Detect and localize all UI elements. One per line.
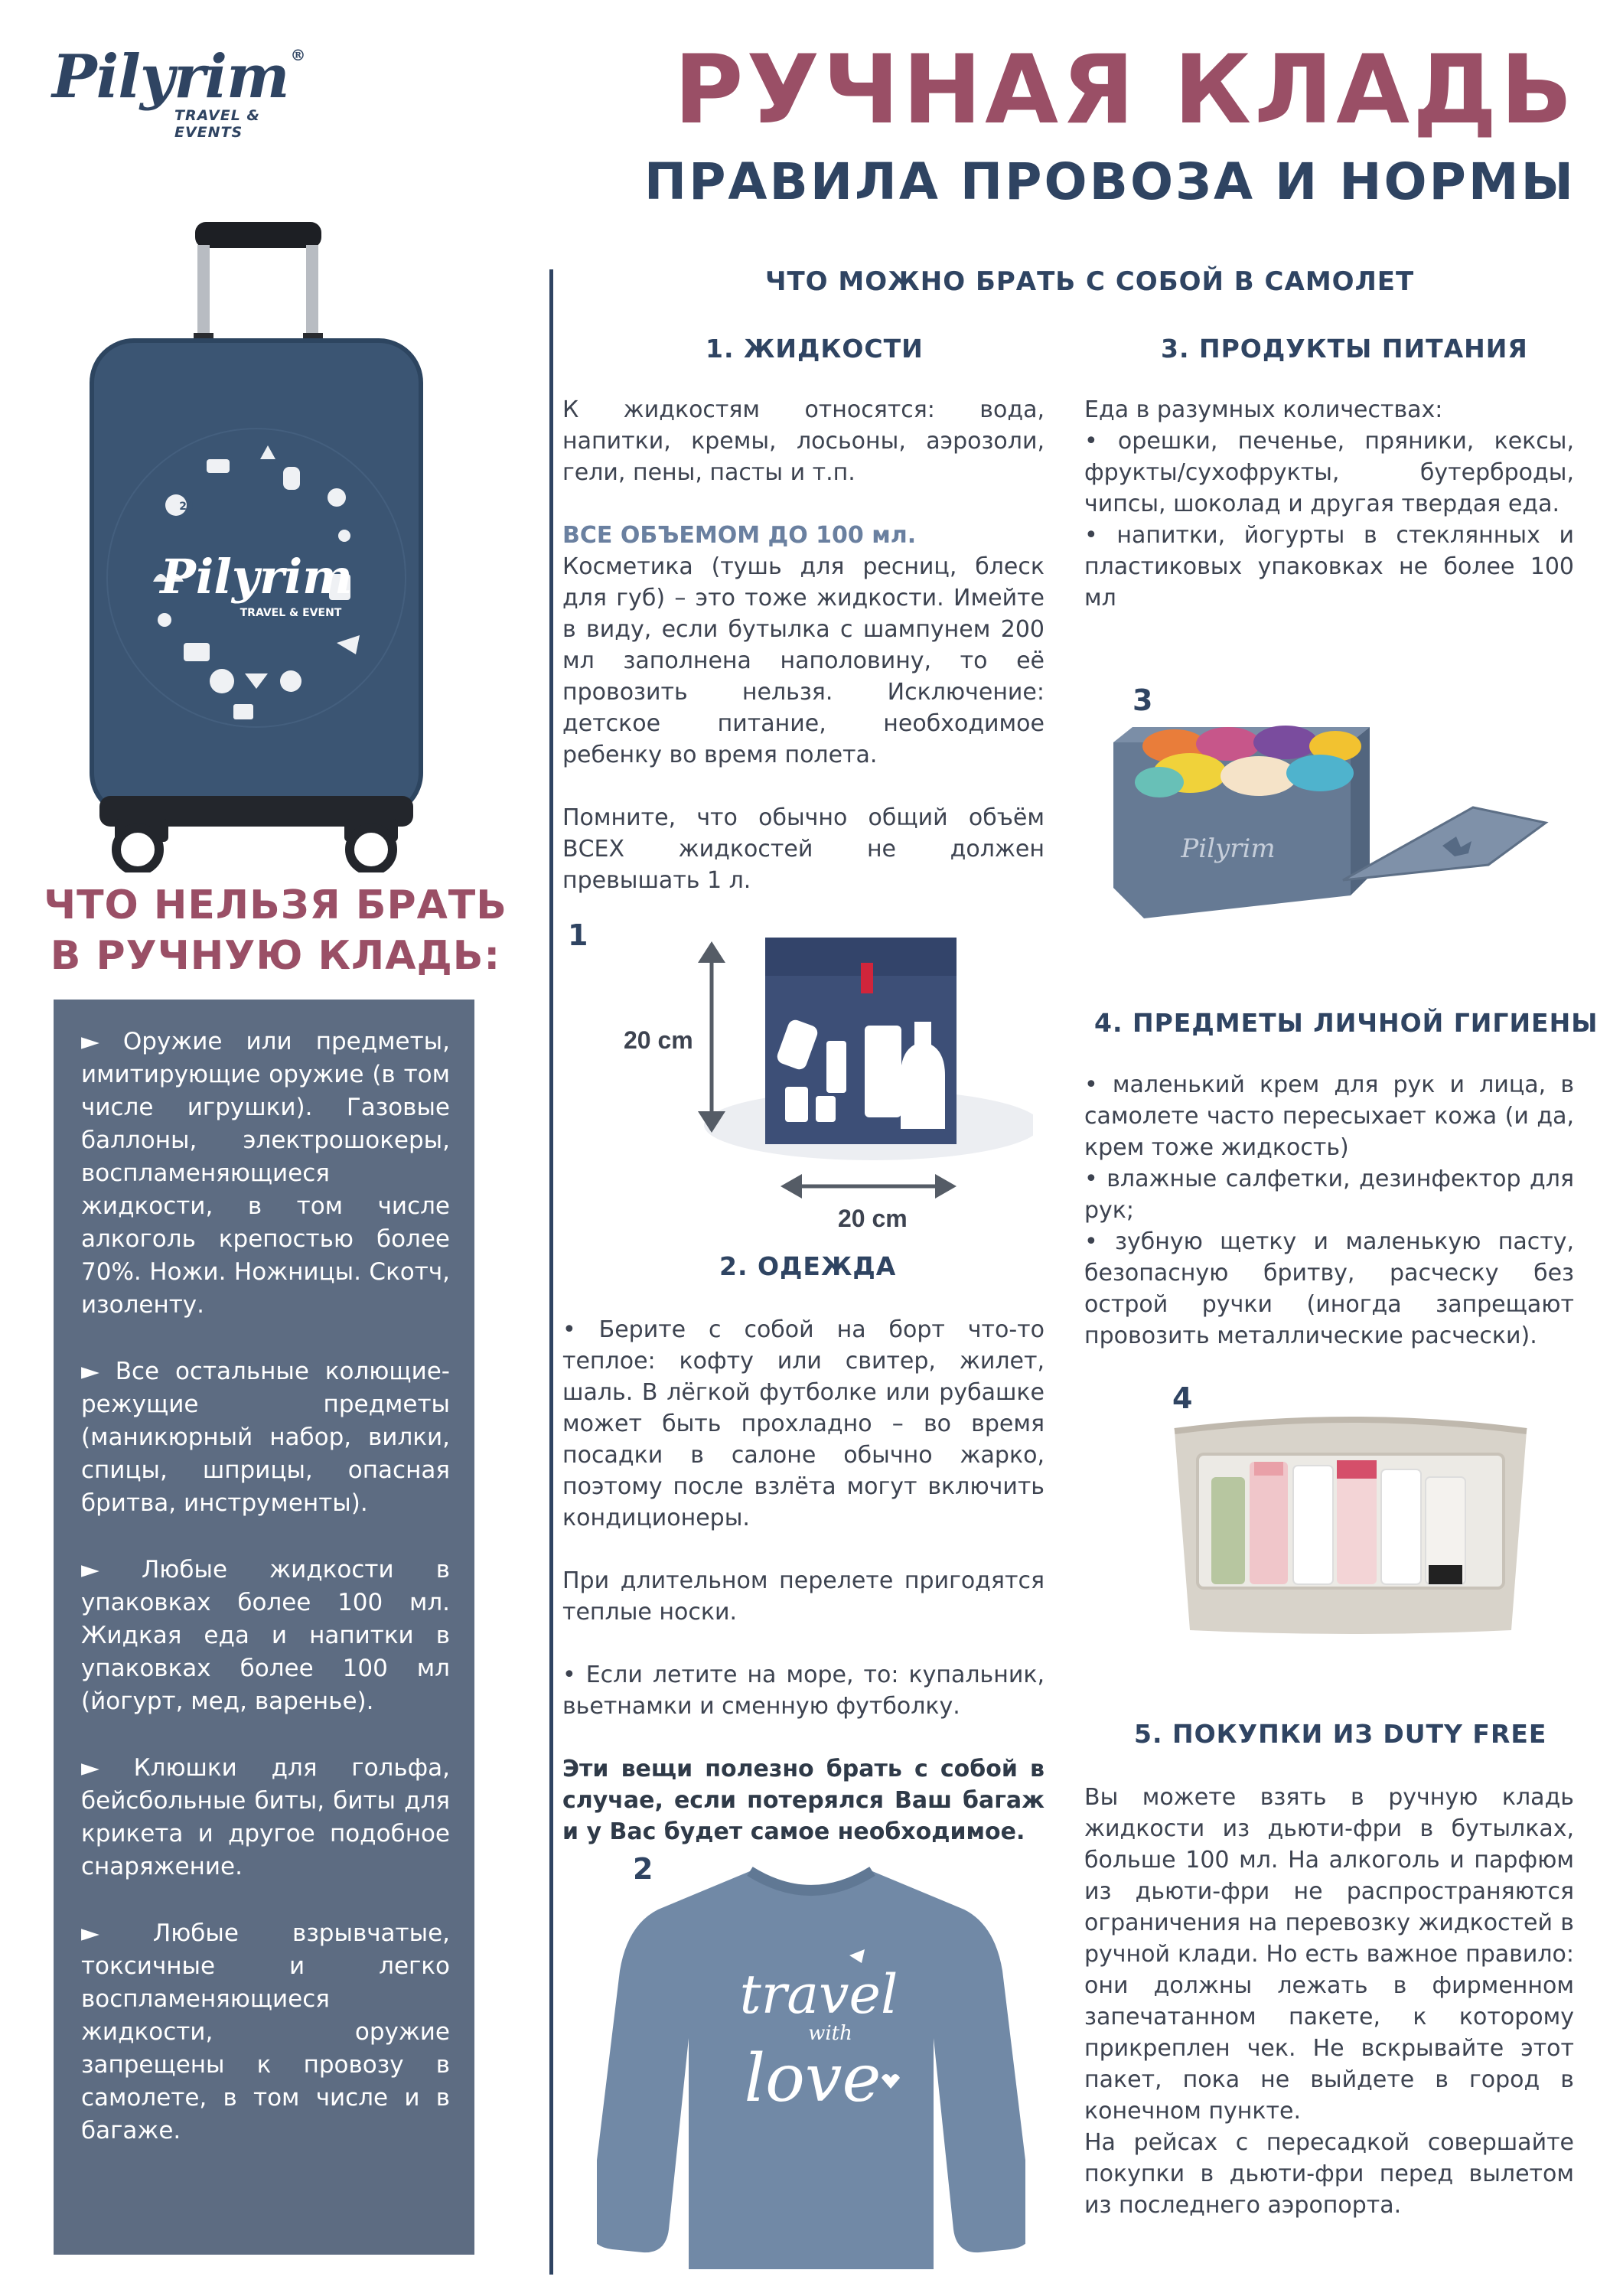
clothes-text [562,1314,1045,1848]
forbidden-heading [31,880,520,981]
figure-number-4: 4 [1172,1381,1193,1415]
box-brand-text: Pilyrim [1181,833,1276,864]
hygiene-p3: • зубную щетку и маленькую пасту, безопасную бритву, расческу без острой ручки (иногда запрещают провозить металлические расчески). [1084,1228,1574,1349]
allowed-heading: ЧТО МОЖНО БРАТЬ С СОБОЙ В САМОЛЕТ [765,266,1415,297]
macaron-box-illustration [1113,712,1557,980]
food-p2: • орешки, печенье, пряники, кексы, фрукты/сухофрукты, бутерброды, чипсы, шоколад и другая твердая еда. [1084,428,1574,517]
macarons [1135,726,1361,797]
hygiene-title: 4. ПРЕДМЕТЫ ЛИЧНОЙ ГИГИЕНЫ [1094,1008,1599,1038]
food-p1: Еда в разумных количествах: [1084,396,1443,423]
suitcase-tagline-text: TRAVEL & EVENT [240,607,342,619]
food-text [1084,394,1574,614]
hygiene-p1: • маленький крем для рук и лица, в самолете часто пересыхает кожа (и да, крем тоже жидкость) [1084,1071,1574,1161]
forbidden-heading-line2: В РУЧНУЮ КЛАДЬ: [50,933,501,979]
figure-number-2: 2 [633,1852,653,1886]
bag-zipper-tag [861,963,873,993]
food-title: 3. ПРОДУКТЫ ПИТАНИЯ [1161,334,1528,364]
dim-height-label: 20 cm [624,1026,693,1054]
sweater-illustration [597,1856,1025,2269]
forbidden-item: ► Любые взрывчатые, токсичные и легко воспламеняющиеся жидкости, оружие запрещены к провозу в самолете, в том числе и в багаже. [81,1919,450,2144]
forbidden-item: ► Клюшки для гольфа, бейсбольные биты, биты для крикета и другое подобное снаряжение. [81,1754,450,1880]
forbidden-item: ► Все остальные колющие-режущие предметы (маникюрный набор, вилки, спицы, шприцы, опасная бритва, инструменты). [81,1358,450,1517]
food-p3: • напитки, йогурты в стеклянных и пластиковых упаковках не более 100 мл [1084,522,1574,612]
duty-free-p1: Вы можете взять в ручную кладь жидкости из дьюти-фри в бутылках, больше 100 мл. На алкоголь и парфюм из дьюти-фри не распространяются ограничения на перевозку жидкостей в ручной клади. Но есть важное правило: они должны лежать в фирменном запечатанном пакете, к которому прикреплен чек. Не вскрывайте этот пакет, пока не выйдете в город в конечном пункте. [1084,1784,1574,2125]
column-divider [549,269,553,2275]
hygiene-text [1084,1069,1574,1352]
suitcase-handle-top [195,222,321,248]
toiletry-pouch-illustration [1159,1408,1542,1638]
page-subtitle: ПРАВИЛА ПРОВОЗА И НОРМЫ [644,152,1576,211]
brand-logo: Pilyrim ® TRAVEL & EVENTS [52,47,328,132]
forbidden-item: ► Оружие или предметы, имитирующие оружие (в том числе игрушки). Газовые баллоны, электрошокеры, воспламеняющиеся жидкости, в том числе алкоголь крепостью более 70%. Ножи. Ножницы. Скотч, изоленту. [81,1028,450,1319]
logo-tagline: TRAVEL & EVENTS [174,107,260,141]
sweater-text-line3: love [744,2040,882,2117]
clothes-p4: Эти вещи полезно брать с собой в случае, если потерялся Ваш багаж и у Вас будет самое необходимое. [562,1756,1045,1845]
figure-number-3: 3 [1133,683,1153,717]
duty-free-text [1084,1782,1574,2221]
forbidden-heading-line1: ЧТО НЕЛЬЗЯ БРАТЬ [44,882,507,928]
clothes-p1: • Берите с собой на борт что-то теплое: кофту или свитер, жилет, шаль. В лёгкой футболке или рубашке может быть прохладно – во время посадки в салоне обычно жарко, поэтому после взлёта могут включить кондиционеры. [562,1316,1045,1531]
dim-width-label: 20 cm [838,1205,908,1232]
clothes-p2: При длительном перелете пригодятся теплые носки. [562,1567,1045,1626]
liquids-text [562,394,1045,896]
duty-free-title: 5. ПОКУПКИ ИЗ DUTY FREE [1134,1719,1547,1749]
liquids-remember: Помните, что обычно общий объём ВСЕХ жидкостей не должен превышать 1 л. [562,804,1045,894]
clothes-title: 2. ОДЕЖДА [719,1251,897,1281]
suitcase-brand-text: Pilyrim [160,549,353,605]
suitcase-badge-text: 24 [179,501,194,513]
forbidden-item: ► Любые жидкости в упаковках более 100 мл. Жидкая еда и напитки в упаковках более 100 мл (йогурт, мед, варенье). [81,1556,450,1715]
liquids-cosmetics: Косметика (тушь для ресниц, блеск для губ) – это тоже жидкости. Имейте в виду, если бутылка с шампунем 200 мл заполнена наполовину, то её провозить нельзя. Исключение: детское питание, необходимое ребенку во время полета. [562,553,1045,768]
duty-free-p2: На рейсах с пересадкой совершайте покупки в дьюти-фри перед вылетом из последнего аэропорта. [1084,2129,1574,2219]
suitcase-illustration [84,214,429,872]
forbidden-list [54,1000,474,2255]
wheel-right [350,828,393,871]
logo-wordmark: Pilyrim [52,42,289,112]
page-title: РУЧНАЯ КЛАДЬ [673,35,1576,145]
liquids-title: 1. ЖИДКОСТИ [706,334,924,364]
sweater-text-line2: with [808,2022,852,2045]
wheel-left [116,828,159,871]
liquids-limit: ВСЕ ОБЪЕМОМ ДО 100 мл. [562,522,917,549]
liquids-intro: К жидкостям относятся: вода, напитки, кремы, лосьоны, аэрозоли, гели, пены, пасты и т.п. [562,396,1045,486]
liquids-bag-illustration [605,926,1033,1232]
clothes-p3: • Если летите на море, то: купальник, вьетнамки и сменную футболку. [562,1662,1045,1720]
figure-number-1: 1 [568,918,588,952]
sweater-text-line1: travel [739,1963,898,2026]
hygiene-p2: • влажные салфетки, дезинфектор для рук; [1084,1166,1574,1224]
